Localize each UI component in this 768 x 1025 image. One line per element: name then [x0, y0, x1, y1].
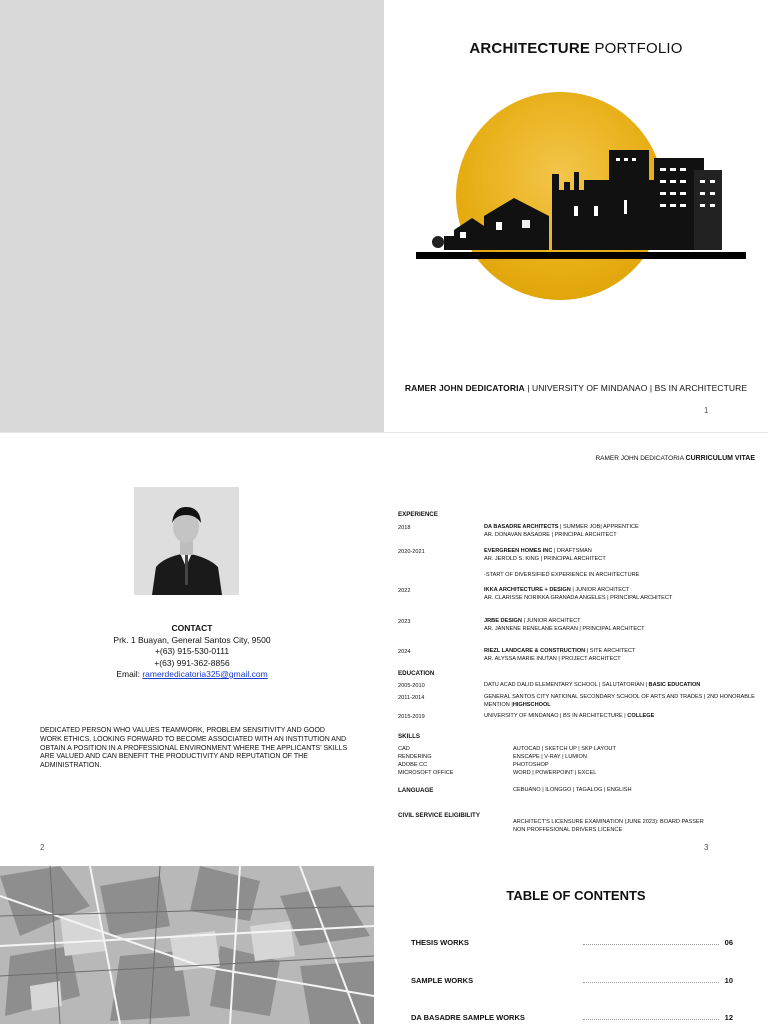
skill-value: WORD | POWERPOINT | EXCEL [513, 770, 597, 776]
toc-item-page: 12 [724, 1013, 733, 1022]
cover-title-rest: PORTFOLIO [590, 40, 683, 57]
experience-role: | SUMMER JOB| APPRENTICE [558, 524, 639, 530]
page-number: 2 [40, 843, 45, 852]
experience-firm: DA BASADRE ARCHITECTS [484, 524, 559, 530]
cv-header [595, 455, 755, 462]
education-entry [484, 682, 760, 690]
cv-header-title: CURRICULUM VITAE [685, 455, 755, 462]
experience-entry [484, 548, 760, 563]
experience-entry [484, 524, 760, 539]
toc-page [384, 866, 768, 1024]
toc-item[interactable] [411, 976, 733, 988]
contact-block [0, 623, 384, 681]
skill-label: ADOBE CC [398, 762, 428, 768]
education-entry [484, 694, 760, 709]
cover-byline-name: RAMER JOHN DEDICATORIA [404, 383, 525, 393]
civil-service-heading: CIVIL SERVICE ELIGIBILITY [398, 812, 480, 819]
experience-sub: AR. DONAVAN BASADRE | PRINCIPAL ARCHITECT [484, 531, 617, 538]
cover-title [384, 40, 768, 57]
skill-value: ENSCAPE | V-RAY | LUMION [513, 754, 587, 760]
education-year: 2015-2019 [398, 714, 425, 720]
experience-firm: RIEZL LANDCARE & CONSTRUCTION [484, 648, 586, 654]
toc-item[interactable] [411, 1013, 733, 1025]
building-silhouette-icon [424, 150, 744, 254]
experience-sub: AR. JEROLD S. KING | PRINCIPAL ARCHITECT [484, 555, 606, 562]
contact-phone-2: +(63) 991-362-8856 [154, 657, 230, 668]
skill-value: PHOTOSHOP [513, 762, 549, 768]
experience-role: | DRAFTSMAN [552, 548, 592, 554]
experience-heading: EXPERIENCE [398, 511, 438, 518]
contact-email-link[interactable]: ramerdedicatoria325@gmail.com [142, 669, 268, 679]
experience-role: | JUNIOR ARCHITECT [521, 618, 581, 624]
education-level: COLLEGE [627, 713, 655, 719]
education-level: BASIC EDUCATION [648, 682, 701, 688]
civil-service-item: ARCHITECT'S LICENSURE EXAMINATION (JUNE 2023): BOARD PASSER [513, 819, 704, 825]
toc-item-name: DA BASADRE SAMPLE WORKS [411, 1013, 525, 1022]
experience-entry [484, 648, 760, 663]
contact-heading: CONTACT [171, 623, 213, 633]
contact-email-label: Email: [116, 669, 143, 679]
education-year: 2005-2010 [398, 683, 425, 689]
toc-item-name: THESIS WORKS [411, 938, 469, 947]
cv-page [384, 432, 768, 865]
toc-leader-dots [583, 1019, 719, 1020]
experience-entry [484, 587, 760, 602]
language-value: CEBUANO | ILONGGO | TAGALOG | ENGLISH [513, 787, 632, 793]
toc-leader-dots [583, 944, 719, 945]
blank-page [0, 0, 384, 432]
toc-title: TABLE OF CONTENTS [506, 888, 646, 903]
experience-year: 2020-2021 [398, 549, 425, 555]
page-number: 3 [704, 843, 709, 852]
education-entry [484, 713, 760, 721]
experience-year: 2023 [398, 619, 411, 625]
contact-phone-1: +(63) 915-530-0111 [154, 646, 230, 656]
education-year: 2011-2014 [398, 695, 425, 701]
experience-year: 2024 [398, 649, 411, 655]
experience-year: 2018 [398, 525, 411, 531]
experience-sub: AR. JANNENE RENELANE EGARAN | PRINCIPAL ARCHITECT [484, 625, 645, 632]
aerial-map-graphic [0, 866, 374, 1024]
skill-value: AUTOCAD | SKETCH UP | SKP LAYOUT [513, 746, 616, 752]
contact-email-line [0, 669, 384, 681]
experience-role: | JUNIOR ARCHITECT [570, 587, 630, 593]
skill-label: RENDERING [398, 754, 432, 760]
toc-leader-dots [583, 982, 719, 983]
language-heading: LANGUAGE [398, 787, 434, 794]
site-map-image [0, 866, 374, 1024]
education-heading: EDUCATION [398, 670, 435, 677]
ground-line [416, 252, 746, 259]
education-school: GENERAL SANTOS CITY NATIONAL SECONDARY SCHOOL OF ARTS AND TRADES | 2ND HONORABLE MENTION | [484, 694, 755, 708]
profile-photo [134, 487, 239, 595]
experience-role: | SITE ARCHITECT [585, 648, 636, 654]
experience-firm: IKKA ARCHITECTURE + DESIGN [484, 587, 571, 593]
page-number: 1 [704, 406, 709, 415]
skill-label: MICROSOFT OFFICE [398, 770, 454, 776]
cover-byline [384, 383, 768, 393]
toc-item-page: 06 [724, 938, 733, 947]
cv-header-name: RAMER JOHN DEDICATORIA [595, 455, 686, 462]
experience-firm: JRBE DESIGN [484, 618, 522, 624]
contact-page [0, 432, 384, 865]
experience-sub: AR. ALYSSA MARIE INUTAN | PROJECT ARCHITECT [484, 655, 621, 662]
skills-heading: SKILLS [398, 733, 421, 740]
experience-note: -START OF DIVERSIFIED EXPERIENCE IN ARCHITECTURE [484, 572, 640, 578]
toc-item-name: SAMPLE WORKS [411, 976, 474, 985]
contact-address: Prk. 1 Buayan, General Santos City, 9500 [113, 634, 271, 645]
experience-firm: EVERGREEN HOMES INC [484, 548, 553, 554]
cover-page [384, 0, 768, 432]
experience-entry [484, 618, 760, 633]
cover-title-bold: ARCHITECTURE [469, 40, 591, 57]
civil-service-item: NON PROFFESIONAL DRIVERS LICENCE [513, 827, 623, 833]
bio-paragraph: DEDICATED PERSON WHO VALUES TEAMWORK, PROBLEM SENSITIVITY AND GOOD WORK ETHICS. LOOKING FORWARD TO BECOME ASSOCIATED WITH AN INSTITUTION AND OBTAIN A POSITION IN A PROFESSIONAL ENVIRONMENT WHERE THE APPLICANTS' SKILLS ARE VALUED AND CAN BENEFIT THE PRODUCTIVITY AND REPUTATION OF THE ADMINISTRATION. [40, 727, 348, 770]
experience-year: 2022 [398, 588, 411, 594]
education-school: DATU ACAD DALID ELEMENTARY SCHOOL | SALUTATORIAN | [484, 682, 649, 688]
person-portrait-icon [134, 487, 239, 595]
education-level: HIGHSCHOOL [512, 701, 551, 708]
cover-byline-rest: | UNIVERSITY OF MINDANAO | BS IN ARCHITECTURE [524, 383, 748, 393]
toc-item[interactable] [411, 938, 733, 950]
experience-sub: AR. CLARISSE NORIKKA GRANADA ANGELES | PRINCIPAL ARCHITECT [484, 594, 673, 601]
education-school: UNIVERSITY OF MINDANAO | BS IN ARCHITECTURE | [484, 713, 628, 719]
toc-item-page: 10 [724, 976, 733, 985]
skill-label: CAD [398, 746, 410, 752]
